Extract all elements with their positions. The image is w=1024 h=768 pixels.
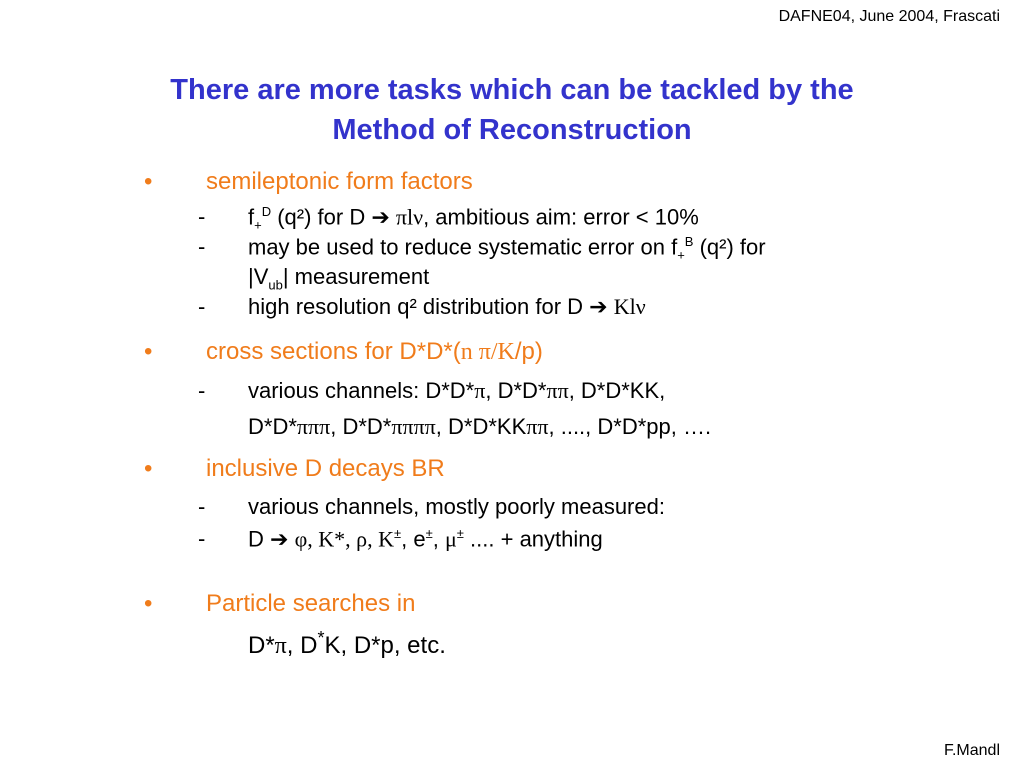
slide-title [0, 70, 1024, 150]
list-item: high resolution q² distribution for D ➔ Klν [248, 294, 646, 319]
footer-note: F.Mandl [943, 742, 1000, 759]
title-line-1: There are more tasks which can be tackled by the [170, 74, 854, 106]
arrow-icon: ➔ [589, 294, 608, 319]
dash-marker: - [198, 234, 206, 259]
list-item: D*π, D*K, D*p, etc. [248, 628, 446, 659]
list-item: $f_+^D$ (q²) for D ➔ πlν, ambitious aim: error < 10% [248, 204, 699, 233]
section-heading-cross-sections: cross sections for D*D*(n π/K/p) [206, 338, 543, 365]
dash-marker: - [198, 494, 206, 519]
bullet-icon: • [144, 455, 153, 482]
dash-marker: - [198, 378, 206, 403]
bullet-icon: • [144, 338, 153, 365]
dash-marker: - [198, 204, 206, 229]
section-heading-inclusive-decays: inclusive D decays BR [206, 455, 445, 482]
list-item: various channels, mostly poorly measured: [248, 494, 665, 519]
bullet-icon: • [144, 168, 153, 195]
dash-marker: - [198, 526, 206, 551]
arrow-icon: ➔ [371, 204, 390, 230]
bullet-icon: • [144, 590, 153, 617]
title-line-2: Method of Reconstruction [332, 114, 692, 146]
header-note: DAFNE04, June 2004, Frascati [778, 8, 1000, 25]
list-item-continuation: D*D*πππ, D*D*ππππ, D*D*KKππ, ...., D*D*pp, …. [248, 414, 712, 439]
list-item: may be used to reduce systematic error on $f_+^B$ (q²) for [248, 234, 766, 263]
dash-marker: - [198, 294, 206, 319]
section-heading-form-factors: semileptonic form factors [206, 168, 473, 195]
list-item: D ➔ φ, K*, ρ, K±, e±, μ± .... + anything [248, 526, 603, 552]
arrow-icon: ➔ [270, 526, 289, 552]
list-item: various channels: D*D*π, D*D*ππ, D*D*KK, [248, 378, 666, 403]
section-heading-particle-searches: Particle searches in [206, 590, 416, 617]
list-item-continuation: $|V_{ub}|$ measurement [248, 264, 430, 293]
